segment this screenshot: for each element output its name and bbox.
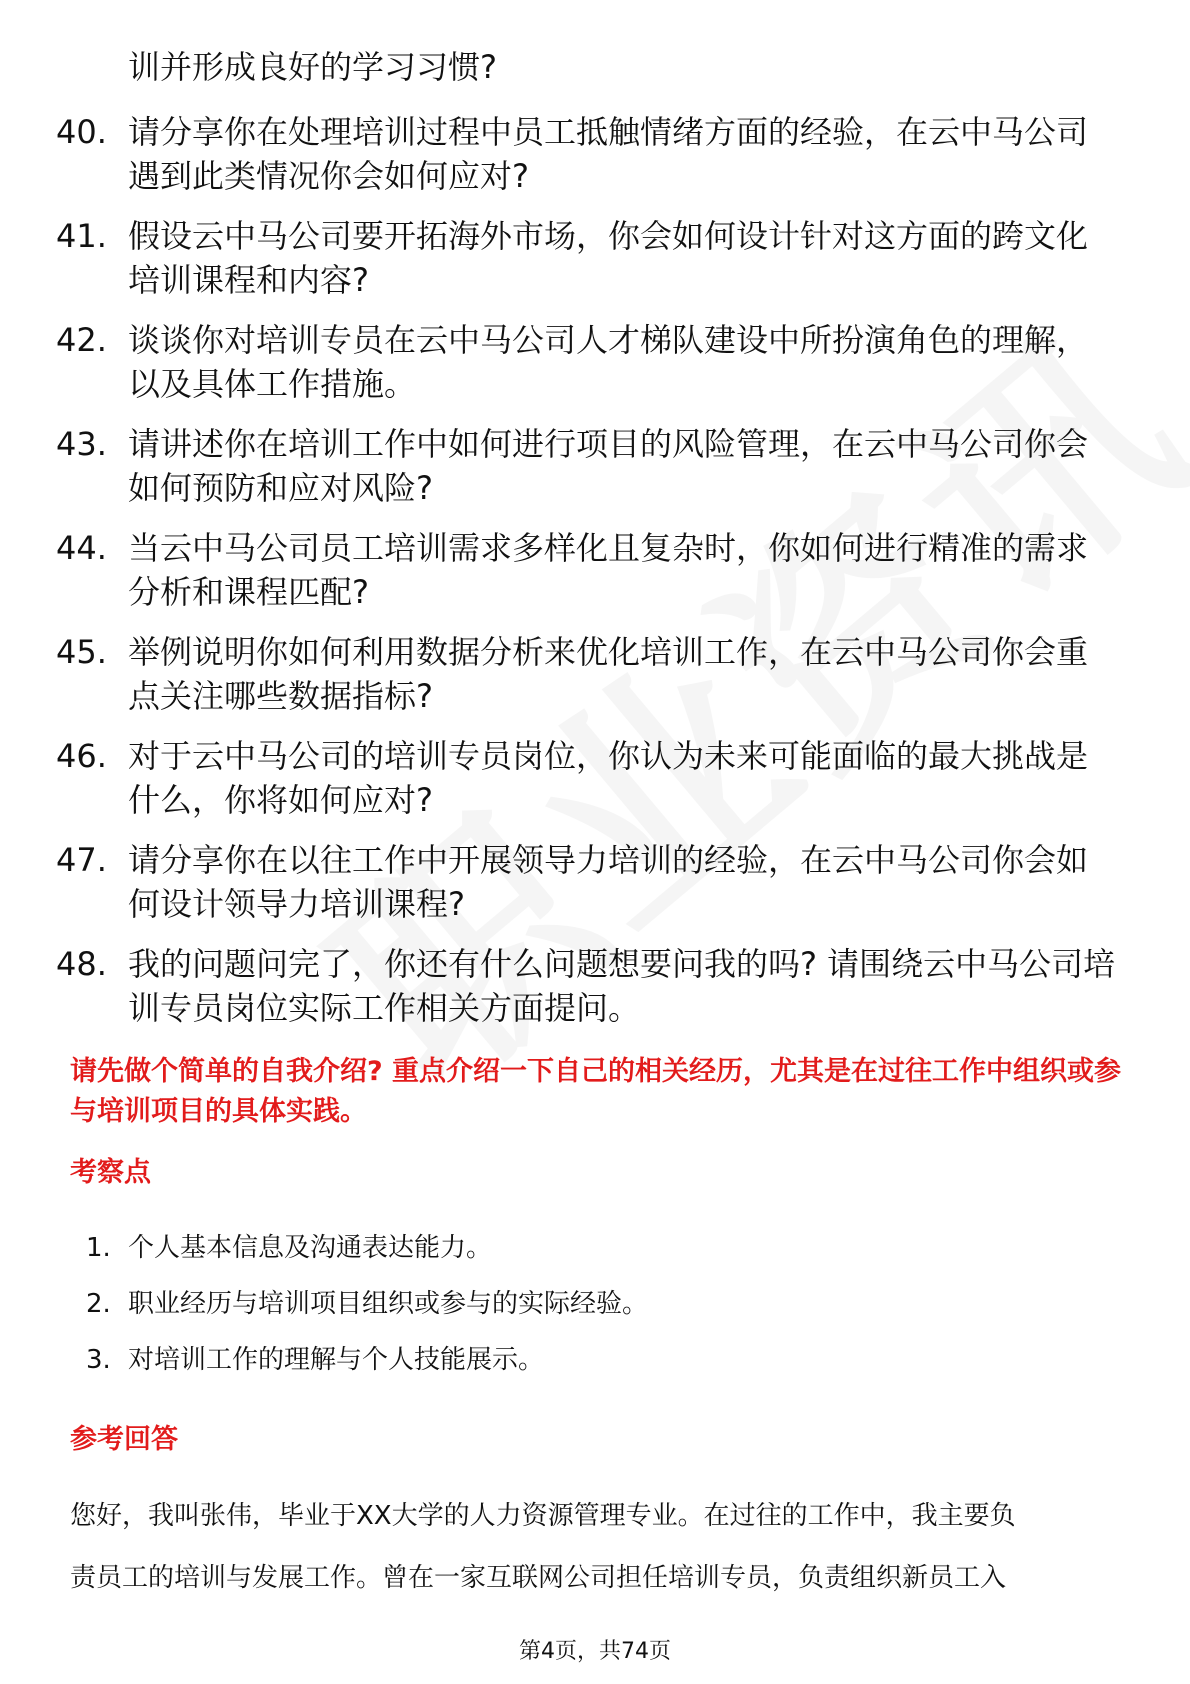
assessment-point: [86, 1288, 648, 1344]
question-number: 44.: [56, 529, 107, 567]
point-number: 1.: [86, 1233, 111, 1263]
question-number: 48.: [56, 945, 107, 983]
page-footer: 第4页，共74页: [519, 1639, 671, 1664]
question-item: [56, 526, 1116, 614]
point-text: 对培训工作的理解与个人技能展示。: [128, 1345, 545, 1375]
question-text: 请讲述你在培训工作中如何进行项目的风险管理，在云中马公司你会如何预防和应对风险?: [128, 425, 1089, 507]
question-item: [56, 214, 1116, 302]
question-number: 45.: [56, 633, 107, 671]
point-text: 个人基本信息及沟通表达能力。: [128, 1233, 493, 1263]
answer-line: 您好，我叫张伟，毕业于XX大学的人力资源管理专业。在过往的工作中，我主要负: [70, 1501, 1016, 1531]
assessment-point: [86, 1344, 648, 1400]
question-item: [56, 110, 1116, 198]
question-item: [56, 838, 1116, 926]
question-text: 举例说明你如何利用数据分析来优化培训工作，在云中马公司你会重点关注哪些数据指标?: [128, 633, 1089, 715]
question-number: 42.: [56, 321, 107, 359]
question-number: 41.: [56, 217, 107, 255]
answer-line: 责员工的培训与发展工作。曾在一家互联网公司担任培训专员，负责组织新员工入: [70, 1563, 1007, 1593]
question-item: [56, 318, 1116, 406]
question-number: 46.: [56, 737, 107, 775]
question-text: 假设云中马公司要开拓海外市场，你会如何设计针对这方面的跨文化培训课程和内容?: [128, 217, 1089, 299]
highlight-question: 请先做个简单的自我介绍? 重点介绍一下自己的相关经历，尤其是在过往工作中组织或参与培训项目的具体实践。: [70, 1056, 1122, 1127]
question-continuation: 训并形成良好的学习习惯?: [128, 48, 497, 86]
point-number: 2.: [86, 1289, 111, 1319]
question-text: 当云中马公司员工培训需求多样化且复杂时，你如何进行精准的需求分析和课程匹配?: [128, 529, 1089, 611]
question-item: [56, 942, 1116, 1030]
question-list: [56, 110, 1116, 1046]
assessment-points: [86, 1232, 648, 1400]
points-title: 考察点: [70, 1157, 151, 1188]
question-text: 谈谈你对培训专员在云中马公司人才梯队建设中所扮演角色的理解，以及具体工作措施。: [128, 321, 1089, 403]
point-number: 3.: [86, 1345, 111, 1375]
answer-title: 参考回答: [70, 1424, 178, 1455]
assessment-point: [86, 1232, 648, 1288]
question-number: 47.: [56, 841, 107, 879]
point-text: 职业经历与培训项目组织或参与的实际经验。: [128, 1289, 649, 1319]
question-text: 我的问题问完了，你还有什么问题想要问我的吗? 请围绕云中马公司培训专员岗位实际工作相关方面提问。: [128, 945, 1116, 1027]
question-text: 请分享你在处理培训过程中员工抵触情绪方面的经验，在云中马公司遇到此类情况你会如何应对?: [128, 113, 1089, 195]
question-item: [56, 734, 1116, 822]
question-text: 请分享你在以往工作中开展领导力培训的经验，在云中马公司你会如何设计领导力培训课程?: [128, 841, 1089, 923]
question-number: 43.: [56, 425, 107, 463]
answer-body: [70, 1485, 1130, 1609]
question-number: 40.: [56, 113, 107, 151]
question-text: 对于云中马公司的培训专员岗位，你认为未来可能面临的最大挑战是什么，你将如何应对?: [128, 737, 1089, 819]
question-item: [56, 630, 1116, 718]
question-item: [56, 422, 1116, 510]
